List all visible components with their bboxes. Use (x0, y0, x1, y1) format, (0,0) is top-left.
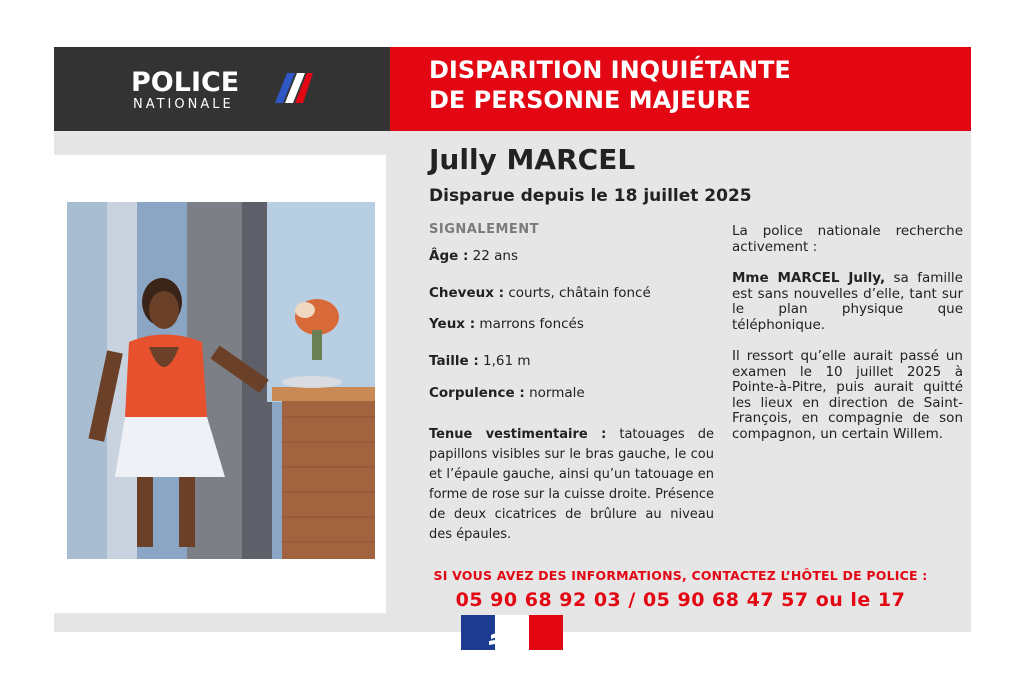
height-label: Taille : (429, 353, 479, 369)
missing-person-poster (54, 47, 971, 632)
build-value: normale (529, 385, 585, 401)
photo-frame (54, 155, 386, 613)
notice-paragraph-3: Il ressort qu’elle aurait passé un examen le 10 juillet 2025 à Pointe-à-Pitre, puis aurait quitté les lieux en direction de Saint-François, en compagnie de son compagnon, un certain Willem. (732, 348, 963, 442)
notice-person-name: Mme MARCEL Jully, (732, 270, 886, 286)
eyes-field (429, 315, 584, 333)
missing-since: Disparue depuis le 18 juillet 2025 (429, 186, 752, 206)
build-field (429, 384, 585, 402)
eyes-label: Yeux : (429, 316, 476, 332)
title-banner (390, 47, 971, 131)
page-title (429, 55, 791, 115)
police-nationale-logo (131, 69, 239, 112)
age-label: Âge : (429, 248, 469, 264)
height-value: 1,61 m (483, 353, 531, 369)
notice-paragraph-2 (732, 271, 963, 333)
contact-instruction: SI VOUS AVEZ DES INFORMATIONS, CONTACTEZ L’HÔTEL DE POLICE : (433, 568, 928, 583)
logo-police-text: POLICE (131, 67, 240, 98)
logo-header (54, 47, 390, 131)
height-field (429, 352, 531, 370)
outfit-description (429, 425, 714, 545)
notice-paragraph-2-text: sa famille est sans nouvelles d’elle, tant sur le plan physique que téléphonique. (732, 270, 963, 333)
hair-field (429, 284, 651, 302)
person-name: Jully MARCEL (429, 143, 636, 176)
logo-nationale-text: NATIONALE (133, 97, 234, 112)
build-label: Corpulence : (429, 385, 525, 401)
marianne-logo-icon (461, 615, 563, 650)
notice-text (732, 224, 963, 458)
signalement-heading: SIGNALEMENT (429, 222, 540, 237)
title-line-2: DE PERSONNE MAJEURE (429, 86, 751, 114)
notice-paragraph-1: La police nationale recherche activement : (732, 223, 963, 255)
outfit-label: Tenue vestimentaire : (429, 427, 607, 442)
title-line-1: DISPARITION INQUIÉTANTE (429, 56, 791, 84)
eyes-value: marrons foncés (479, 316, 584, 332)
age-field (429, 247, 518, 265)
police-flag-icon (273, 71, 313, 105)
hair-label: Cheveux : (429, 285, 505, 301)
contact-phone-numbers: 05 90 68 92 03 / 05 90 68 47 57 ou le 17 (455, 589, 906, 611)
missing-person-photo (67, 202, 375, 559)
hair-value: courts, châtain foncé (508, 285, 651, 301)
age-value: 22 ans (472, 248, 519, 264)
outfit-value: tatouages de papillons visibles sur le bras gauche, le cou et l’épaule gauche, ainsi qu’un tatouage en forme de rose sur la cuisse droite. Présence de deux cicatrices de brûlure au niveau des épaules. (429, 427, 714, 542)
